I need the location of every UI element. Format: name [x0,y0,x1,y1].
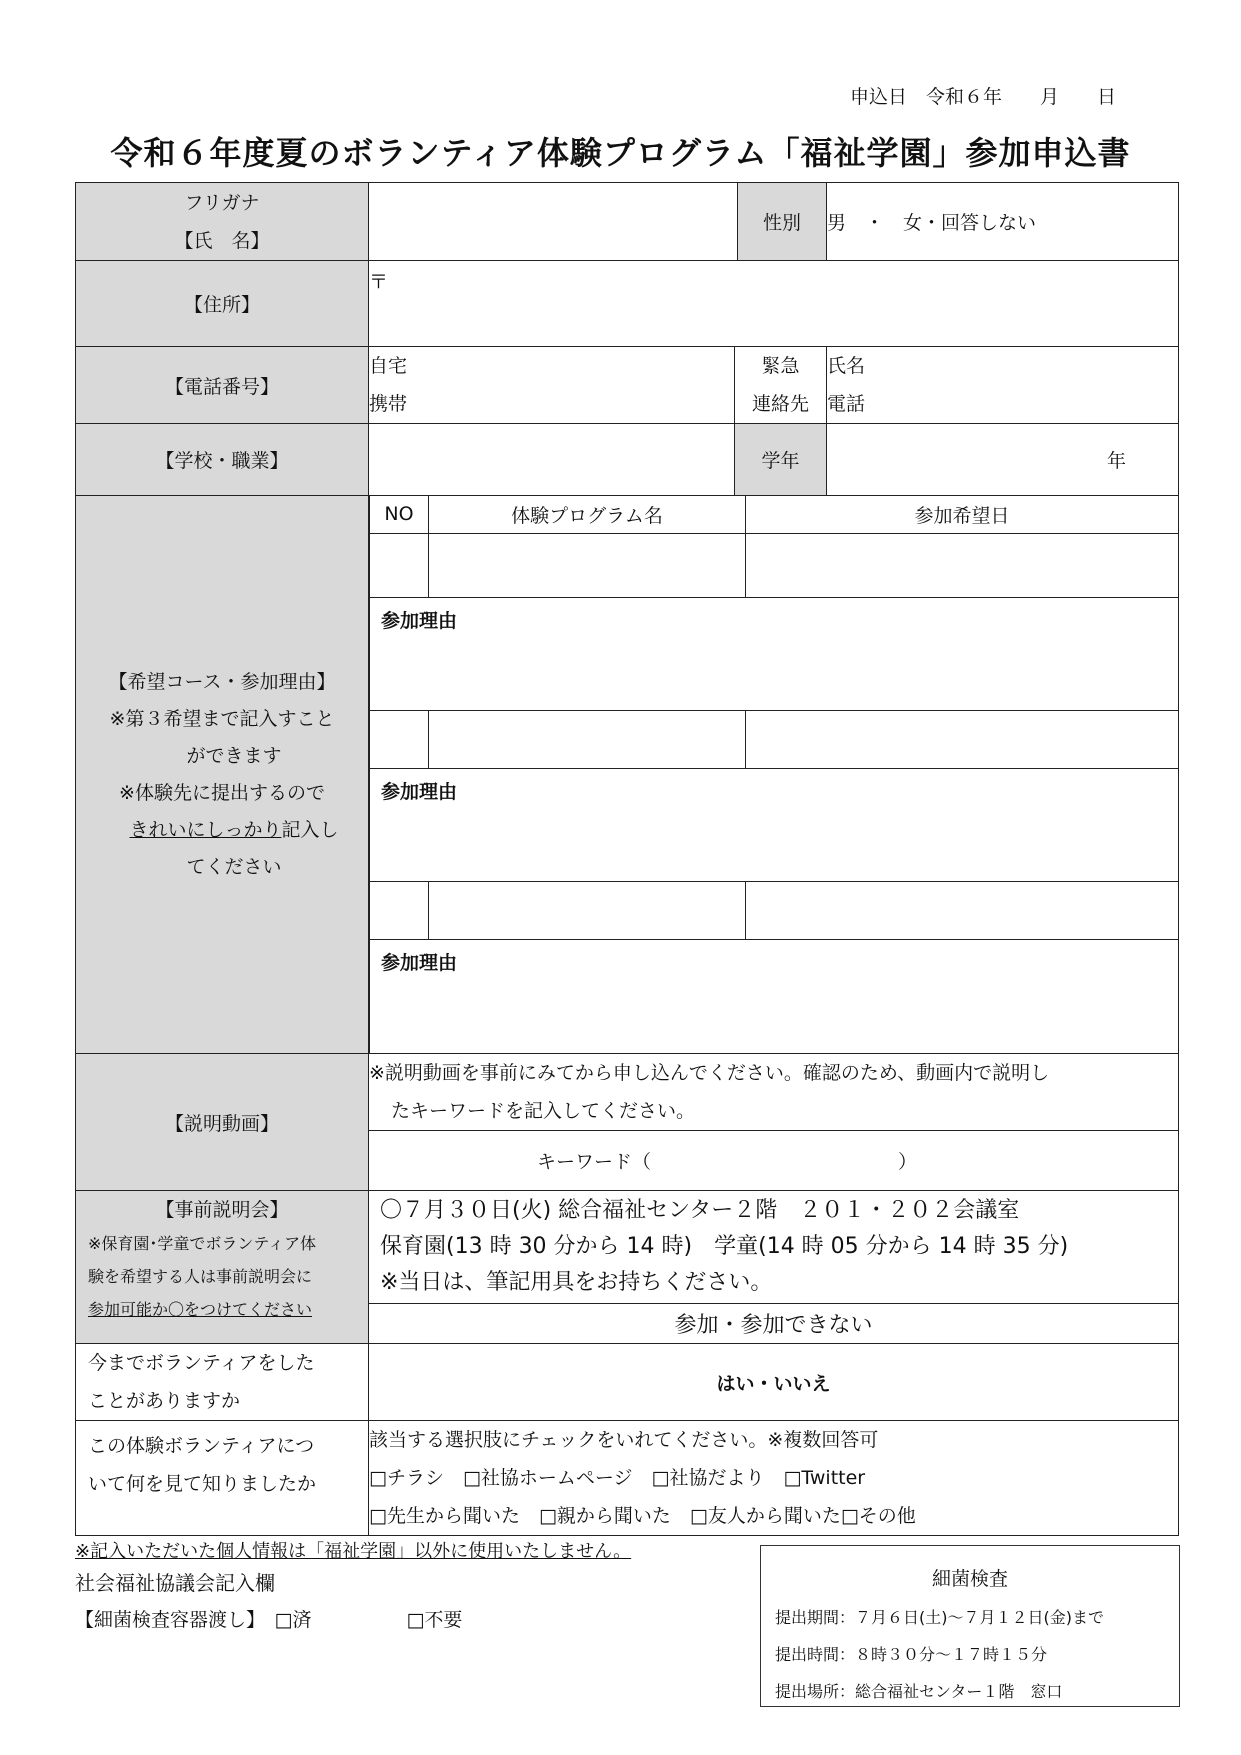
briefing-choice[interactable]: 参加・参加できない [674,1312,873,1338]
course-2-no[interactable] [370,710,429,768]
course-3-program[interactable] [429,881,746,939]
col-no: NO [370,496,429,533]
name-label-cell [76,183,369,261]
bacteria-test-time: 提出時間：８時３０分～１７時１５分 [775,1645,1048,1664]
application-date: 申込日 令和６年 月 日 [850,86,1117,108]
source-question [76,1421,369,1536]
source-options-2[interactable]: □先生から聞いた □親から聞いた □友人から聞いた□その他 [369,1505,916,1527]
source-question-1: この体験ボランティアにつ [88,1435,315,1457]
experience-question-2: ことがありますか [88,1390,241,1412]
emergency-label-cell [735,347,827,424]
video-note-1: ※説明動画を事前にみてから申し込んでください。確認のため、動画内で説明し [369,1062,1050,1084]
course-1-no[interactable] [370,533,429,597]
briefing-info-1: 〇７月３０日(火) 総合福祉センター２階 ２０１・２０２会議室 [380,1197,1020,1223]
experience-answer[interactable]: はい・いいえ [369,1344,1179,1421]
course-note-3: ※体験先に提出するので [119,781,325,804]
course-note-1: ※第３希望まで記入すこと [109,707,335,730]
col-date: 参加希望日 [746,496,1179,533]
name-input[interactable] [369,183,738,260]
council-section-title: 社会福祉協議会記入欄 [75,1571,275,1595]
furigana-label: フリガナ [184,191,260,214]
home-phone-label: 自宅 [369,355,408,377]
source-question-2: いて何を見て知りましたか [88,1473,317,1495]
phone-label: 【電話番号】 [76,347,369,424]
emergency-input[interactable] [827,347,1179,424]
course-2-reason[interactable]: 参加理由 [370,768,1179,881]
video-label: 【説明動画】 [76,1054,369,1191]
emergency-label-1: 緊急 [761,355,800,377]
keyword-input[interactable]: キーワード（ ） [537,1151,918,1173]
phone-input[interactable] [369,347,735,424]
grade-input[interactable] [827,424,1179,496]
course-notes [76,496,369,1054]
video-note [369,1054,1178,1131]
briefing-label: 【事前説明会】 [155,1199,289,1221]
emergency-label-2: 連絡先 [751,393,809,415]
briefing-info-3: ※当日は、筆記用具をお持ちください。 [380,1269,773,1295]
bacteria-test-period: 提出期間：７月６日(土)～７月１２日(金)まで [775,1608,1104,1627]
briefing-info-2: 保育園(13 時 30 分から 14 時) 学童(14 時 05 分から 14 時 35 分) [380,1233,1069,1259]
grade-unit: 年 [1106,450,1126,472]
emergency-phone-label: 電話 [827,393,866,415]
kit-handover[interactable]: 【細菌検査容器渡し】 □済 □不要 [75,1609,463,1631]
source-answers [369,1421,1179,1536]
school-input[interactable] [369,424,735,496]
course-1-date[interactable] [746,533,1179,597]
video-note-2: たキーワードを記入してください。 [391,1100,696,1122]
course-note-2: ができます [186,744,282,767]
course-1-reason[interactable]: 参加理由 [370,597,1179,710]
course-label: 【希望コース・参加理由】 [108,670,336,693]
privacy-note: ※記入いただいた個人情報は「福祉学園」以外に使用いたしません。 [75,1541,632,1562]
course-note-4 [76,812,368,849]
mobile-phone-label: 携帯 [369,393,408,415]
gender-label: 性別 [738,183,827,260]
course-1-program[interactable] [429,533,746,597]
course-2-date[interactable] [746,710,1179,768]
emergency-name-label: 氏名 [827,355,866,377]
course-3-no[interactable] [370,881,429,939]
bacteria-test-title: 細菌検査 [931,1568,1008,1590]
col-program: 体験プログラム名 [429,496,746,533]
grade-label: 学年 [735,424,827,496]
course-table [369,496,1178,1053]
briefing-note-3: 参加可能か〇をつけてください [88,1300,313,1319]
bacteria-test-place: 提出場所：総合福祉センター１階 窓口 [775,1682,1063,1701]
briefing-note-1: ※保育園･学童でボランティア体 [88,1234,317,1253]
address-label: 【住所】 [76,261,369,347]
application-form [75,182,1179,1536]
course-3-reason[interactable]: 参加理由 [370,939,1179,1053]
course-2-program[interactable] [429,710,746,768]
address-input[interactable] [369,261,1179,347]
course-3-date[interactable] [746,881,1179,939]
page-title: 令和６年度夏のボランティア体験プログラム「福祉学園」参加申込書 [110,134,1131,172]
course-note-4-underlined: きれいにしっかり [129,818,282,841]
experience-question [76,1344,369,1421]
source-instruction: 該当する選択肢にチェックをいれてください。※複数回答可 [369,1429,879,1451]
gender-options[interactable]: 男 ・ 女・回答しない [827,183,1179,261]
name-label: 【氏 名】 [174,229,270,252]
source-options-1[interactable]: □チラシ □社協ホームページ □社協だより □Twitter [369,1467,866,1489]
course-note-5: てください [186,855,282,878]
bacteria-test-box [760,1545,1180,1707]
experience-question-1: 今までボランティアをした [88,1352,315,1374]
postal-mark: 〒 [369,271,389,293]
school-label: 【学校・職業】 [76,424,369,496]
briefing-note-2: 験を希望する人は事前説明会に [88,1267,313,1286]
course-note-4-rest: 記入し [281,818,339,841]
